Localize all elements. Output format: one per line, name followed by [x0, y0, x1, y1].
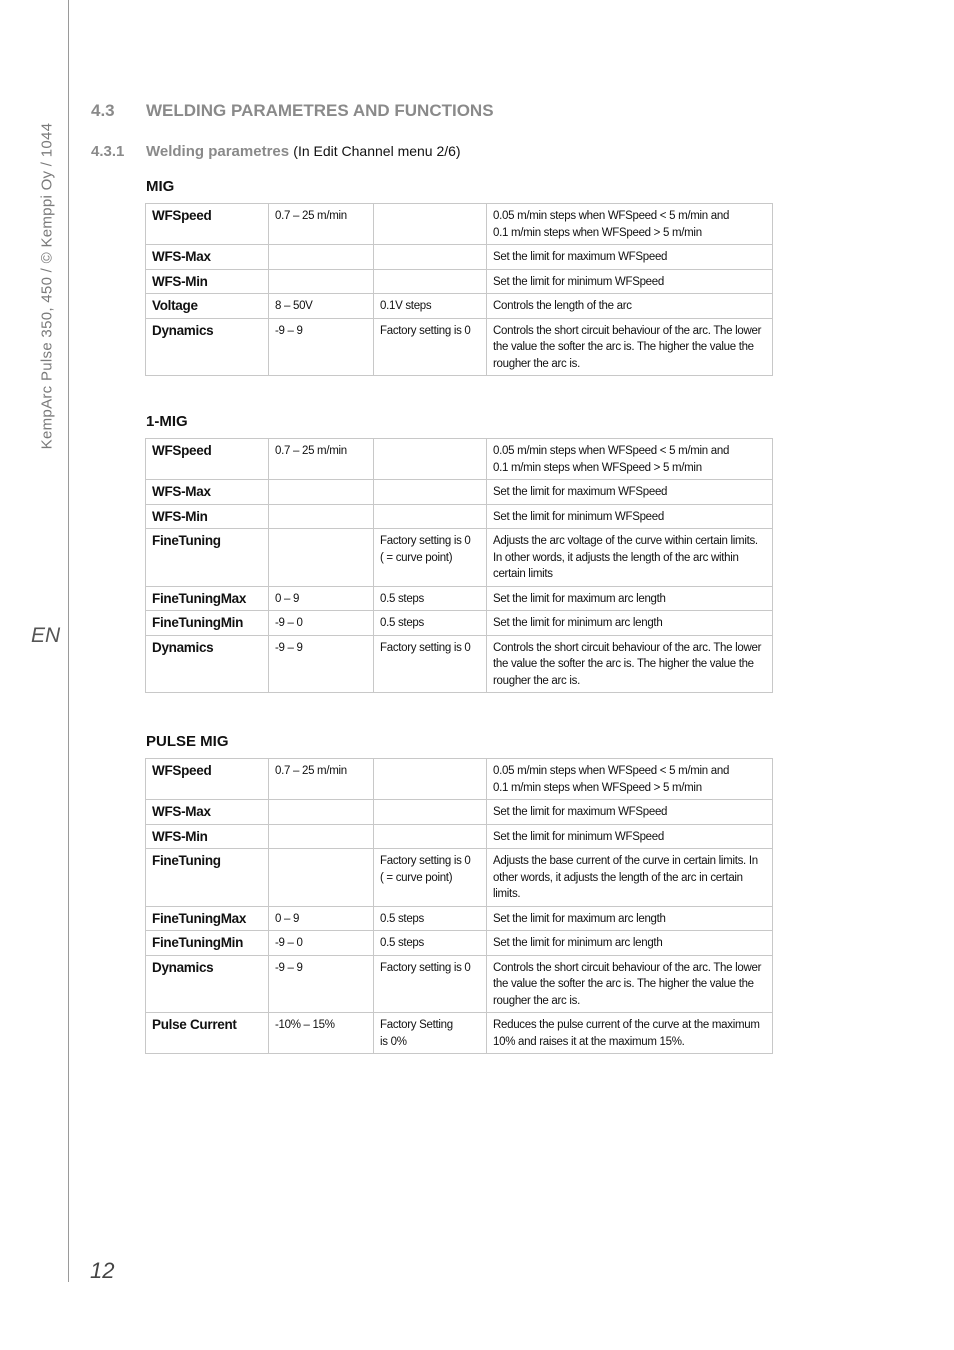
- parameter-range: 0.7 – 25 m/min: [269, 439, 374, 480]
- parameter-name: FineTuningMax: [146, 906, 269, 931]
- parameter-name: Dynamics: [146, 955, 269, 1013]
- parameter-step: [374, 759, 487, 800]
- parameter-name: WFS-Max: [146, 245, 269, 270]
- parameter-range: -9 – 9: [269, 635, 374, 693]
- section-number: 4.3: [91, 101, 115, 120]
- page-number: 12: [90, 1258, 115, 1283]
- subsection-number: 4.3.1: [91, 143, 125, 160]
- table-row: [146, 759, 773, 800]
- parameter-step: Factory setting is 0: [374, 635, 487, 693]
- parameter-description: Reduces the pulse current of the curve at the maximum 10% and raises it at the maximum 15%.: [487, 1013, 773, 1054]
- parameter-step: Factory setting is 0: [374, 318, 487, 376]
- parameter-name: FineTuningMax: [146, 586, 269, 611]
- parameter-range: [269, 504, 374, 529]
- parameter-name: WFS-Max: [146, 480, 269, 505]
- parameter-range: [269, 245, 374, 270]
- parameter-range: -9 – 0: [269, 931, 374, 956]
- table-row: [146, 635, 773, 693]
- table-row: [146, 906, 773, 931]
- running-side-title: KempArc Pulse 350, 450 / © Kemppi Oy / 1044: [38, 122, 56, 450]
- table-row: [146, 204, 773, 245]
- parameter-description: Set the limit for maximum arc length: [487, 586, 773, 611]
- language-tag: EN: [31, 624, 61, 647]
- mig-section-title: MIG: [146, 178, 175, 195]
- parameter-range: -9 – 9: [269, 955, 374, 1013]
- parameter-range: [269, 849, 374, 907]
- parameter-description: Adjusts the base current of the curve in certain limits. In other words, it adjusts the length of the arc in certain limits.: [487, 849, 773, 907]
- subsection-title: Welding parametres: [146, 143, 290, 160]
- parameter-name: FineTuning: [146, 529, 269, 587]
- section-heading: [91, 101, 494, 121]
- parameter-description: Set the limit for maximum WFSpeed: [487, 800, 773, 825]
- parameter-description: Set the limit for maximum arc length: [487, 906, 773, 931]
- parameter-name: WFSpeed: [146, 439, 269, 480]
- parameter-step: [374, 800, 487, 825]
- parameter-range: -9 – 9: [269, 318, 374, 376]
- parameter-name: Pulse Current: [146, 1013, 269, 1054]
- parameter-range: 0 – 9: [269, 906, 374, 931]
- table-row: [146, 294, 773, 319]
- 1-mig-parameter-table: [145, 438, 773, 693]
- parameter-step: Factory Setting is 0%: [374, 1013, 487, 1054]
- section-title: WELDING PARAMETRES AND FUNCTIONS: [146, 101, 494, 120]
- parameter-name: WFS-Min: [146, 824, 269, 849]
- table-row: [146, 955, 773, 1013]
- table-row: [146, 529, 773, 587]
- margin-rule: [68, 0, 69, 1282]
- parameter-name: WFSpeed: [146, 204, 269, 245]
- table-row: [146, 849, 773, 907]
- table-row: [146, 611, 773, 636]
- parameter-description: Set the limit for minimum WFSpeed: [487, 269, 773, 294]
- parameter-description: Set the limit for maximum WFSpeed: [487, 480, 773, 505]
- parameter-description: Set the limit for minimum WFSpeed: [487, 824, 773, 849]
- table-row: [146, 245, 773, 270]
- parameter-description: Set the limit for minimum WFSpeed: [487, 504, 773, 529]
- parameter-step: Factory setting is 0: [374, 955, 487, 1013]
- subsection-note: (In Edit Channel menu 2/6): [293, 143, 461, 159]
- parameter-name: WFS-Min: [146, 504, 269, 529]
- parameter-range: -9 – 0: [269, 611, 374, 636]
- parameter-range: 8 – 50V: [269, 294, 374, 319]
- parameter-description: 0.05 m/min steps when WFSpeed < 5 m/min and 0.1 m/min steps when WFSpeed > 5 m/min: [487, 439, 773, 480]
- parameter-range: 0.7 – 25 m/min: [269, 204, 374, 245]
- mig-parameter-table: [145, 203, 773, 376]
- parameter-step: 0.1V steps: [374, 294, 487, 319]
- 1-mig-section-title: 1-MIG: [146, 413, 188, 430]
- parameter-step: [374, 480, 487, 505]
- parameter-step: 0.5 steps: [374, 611, 487, 636]
- table-row: [146, 800, 773, 825]
- parameter-step: Factory setting is 0 ( = curve point): [374, 529, 487, 587]
- parameter-step: [374, 245, 487, 270]
- parameter-name: FineTuning: [146, 849, 269, 907]
- parameter-step: Factory setting is 0 ( = curve point): [374, 849, 487, 907]
- parameter-description: Set the limit for minimum arc length: [487, 931, 773, 956]
- parameter-description: Adjusts the arc voltage of the curve within certain limits. In other words, it adjusts the length of the arc within certain limits: [487, 529, 773, 587]
- parameter-description: 0.05 m/min steps when WFSpeed < 5 m/min and 0.1 m/min steps when WFSpeed > 5 m/min: [487, 204, 773, 245]
- table-row: [146, 439, 773, 480]
- parameter-description: Controls the short circuit behaviour of the arc. The lower the value the softer the arc is. The higher the value the rougher the arc is.: [487, 955, 773, 1013]
- parameter-range: 0 – 9: [269, 586, 374, 611]
- parameter-step: 0.5 steps: [374, 906, 487, 931]
- pulse-mig-section-title: PULSE MIG: [146, 733, 229, 750]
- parameter-name: FineTuningMin: [146, 611, 269, 636]
- parameter-range: [269, 824, 374, 849]
- parameter-description: 0.05 m/min steps when WFSpeed < 5 m/min and 0.1 m/min steps when WFSpeed > 5 m/min: [487, 759, 773, 800]
- parameter-name: Dynamics: [146, 318, 269, 376]
- parameter-range: [269, 480, 374, 505]
- table-row: [146, 824, 773, 849]
- table-row: [146, 480, 773, 505]
- table-row: [146, 269, 773, 294]
- pulse-mig-parameter-table: [145, 758, 773, 1054]
- parameter-range: [269, 269, 374, 294]
- parameter-step: [374, 269, 487, 294]
- parameter-name: Dynamics: [146, 635, 269, 693]
- parameter-range: -10% – 15%: [269, 1013, 374, 1054]
- parameter-range: [269, 800, 374, 825]
- parameter-description: Set the limit for minimum arc length: [487, 611, 773, 636]
- parameter-step: [374, 439, 487, 480]
- parameter-step: 0.5 steps: [374, 586, 487, 611]
- subsection-heading: [91, 143, 461, 160]
- table-row: [146, 931, 773, 956]
- parameter-name: WFSpeed: [146, 759, 269, 800]
- parameter-name: WFS-Min: [146, 269, 269, 294]
- table-row: [146, 504, 773, 529]
- parameter-step: [374, 824, 487, 849]
- parameter-description: Controls the length of the arc: [487, 294, 773, 319]
- parameter-step: 0.5 steps: [374, 931, 487, 956]
- parameter-name: WFS-Max: [146, 800, 269, 825]
- parameter-range: 0.7 – 25 m/min: [269, 759, 374, 800]
- table-row: [146, 1013, 773, 1054]
- table-row: [146, 586, 773, 611]
- table-row: [146, 318, 773, 376]
- parameter-description: Controls the short circuit behaviour of the arc. The lower the value the softer the arc is. The higher the value the rougher the arc is.: [487, 635, 773, 693]
- parameter-name: FineTuningMin: [146, 931, 269, 956]
- parameter-description: Controls the short circuit behaviour of the arc. The lower the value the softer the arc is. The higher the value the rougher the arc is.: [487, 318, 773, 376]
- parameter-step: [374, 504, 487, 529]
- parameter-name: Voltage: [146, 294, 269, 319]
- parameter-description: Set the limit for maximum WFSpeed: [487, 245, 773, 270]
- parameter-range: [269, 529, 374, 587]
- parameter-step: [374, 204, 487, 245]
